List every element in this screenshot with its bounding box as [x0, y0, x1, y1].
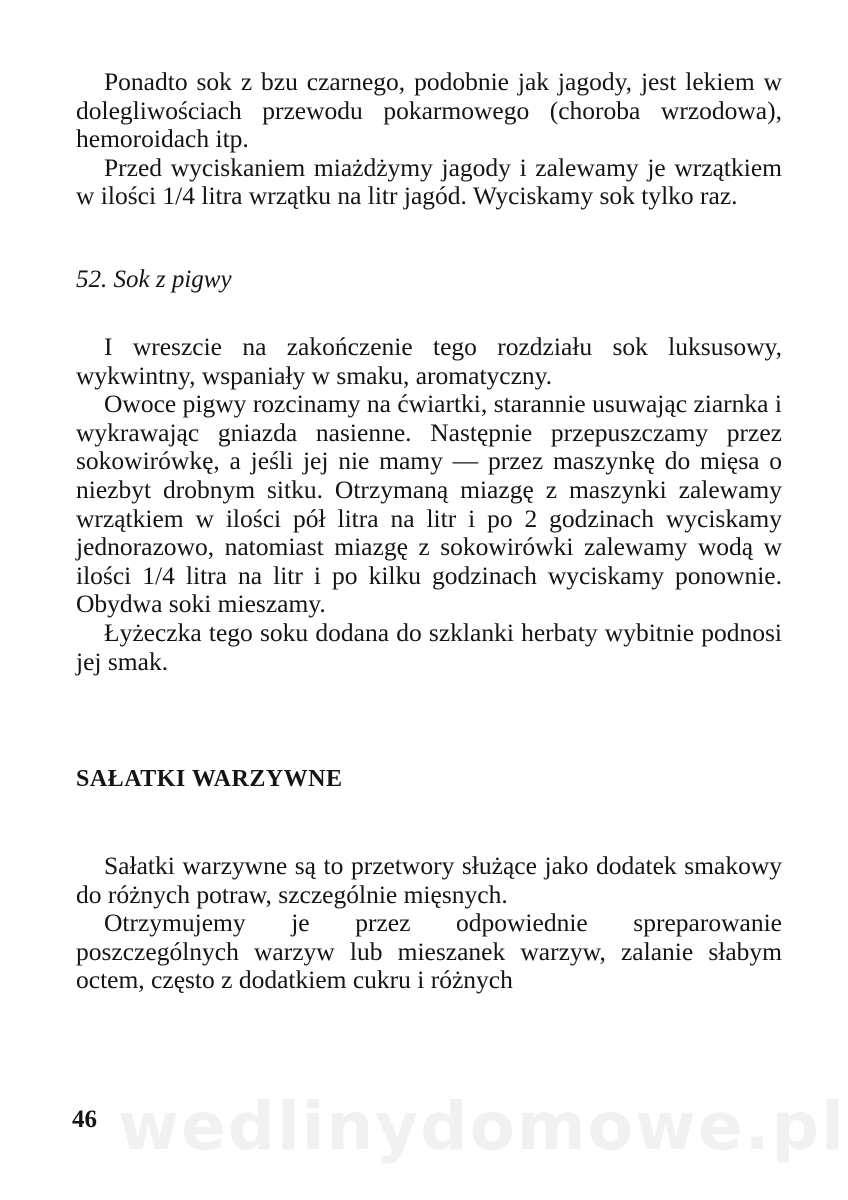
intro-paragraph-1: Ponadto sok z bzu czarnego, podobnie jak jagody, jest lekiem w dolegliwościach przewodu pokarmowego (choroba wrzodowa), hemoroidach itp. [76, 67, 782, 154]
recipe-heading: 52. Sok z pigwy [76, 265, 232, 293]
page-content [76, 68, 782, 995]
section-heading: SAŁATKI WARZYWNE [76, 766, 343, 793]
recipe-paragraph-3: Łyżeczka tego soku dodana do szklanki herbaty wybitnie podnosi jej smak. [76, 617, 782, 676]
recipe-paragraph-2: Owoce pigwy rozcinamy na ćwiartki, starannie usuwając ziarnka i wykrawając gniazda nasienne. Następnie przepuszczamy przez sokowirówkę, a jeśli jej nie mamy — przez maszynkę do mięsa o niezbyt drobnym sitku. Otrzymaną miazgę z maszynki zalewamy wrzątkiem w ilości pół litra na litr i po 2 godzinach wyciskamy jednorazowo, natomiast miazgę z sokowirówki zalewamy wodą w ilości 1/4 litra na litr i po kilku godzinach wyciskamy ponownie. Obydwa soki mieszamy. [76, 389, 782, 619]
watermark: wedlinydomowe.pl [118, 1088, 846, 1165]
page-number: 46 [72, 1106, 97, 1133]
intro-paragraph-2: Przed wyciskaniem miażdżymy jagody i zalewamy je wrzątkiem w ilości 1/4 litra wrzątku na litr jagód. Wyciskamy sok tylko raz. [76, 152, 782, 211]
section-paragraph-1: Sałatki warzywne są to przetwory służące jako dodatek smakowy do różnych potraw, szczególnie mięsnych. [76, 851, 782, 909]
section-paragraph-2: Otrzymujemy je przez odpowiednie spreparowanie poszczególnych warzyw lub mieszanek warzyw, zalanie słabym octem, często z dodatkiem cukru i różnych [76, 908, 782, 995]
recipe-paragraph-1: I wreszcie na zakończenie tego rozdziału sok luksusowy, wykwintny, wspaniały w smaku, aromatyczny. [76, 331, 782, 390]
